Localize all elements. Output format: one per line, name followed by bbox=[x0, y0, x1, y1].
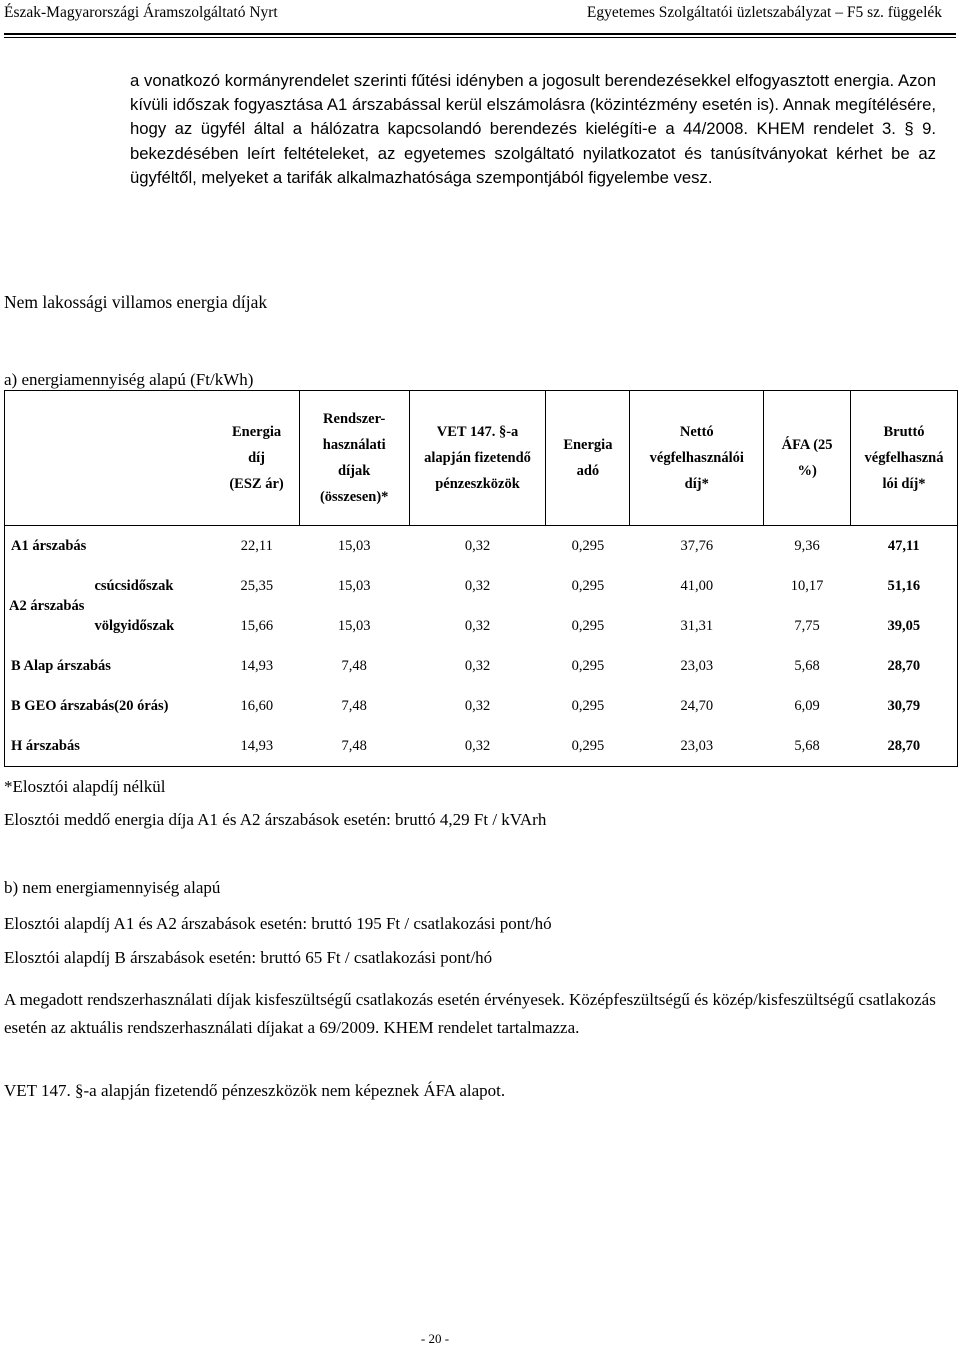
cell-gross-price: 47,11 bbox=[851, 526, 958, 567]
header-line: Bruttó bbox=[883, 424, 925, 440]
table-row-a1 bbox=[5, 526, 958, 567]
cell-vet-funds: 0,32 bbox=[464, 657, 491, 674]
header-line: Rendszer- bbox=[323, 411, 386, 427]
header-line: díj bbox=[248, 450, 265, 466]
cell-gross-price: 28,70 bbox=[851, 726, 958, 767]
cell-net-price: 24,70 bbox=[680, 697, 714, 714]
page-number: - 20 - bbox=[420, 1331, 450, 1346]
note-base-fee-b: Elosztói alapdíj B árszabások esetén: bruttó 65 Ft / csatlakozási pont/hó bbox=[4, 948, 493, 967]
table-row-a2-peak bbox=[5, 566, 958, 606]
table-header-row bbox=[5, 391, 958, 526]
intro-paragraph: a vonatkozó kormányrendelet szerinti fűtési idényben a jogosult berendezésekkel elfogyasztott energia. Azon kívüli időszak fogyasztása A1 árszabással kerül elszámolásra (közintézmény esetén is). Annak megítélésére, hogy az ügyfél által a hálózatra kapcsolandó berendezés kielégíti-e a 44/2008. KHEM rendelet 3. § 9. bekezdésében leírt feltételeket, az egyetemes szolgáltató nyilatkozatot és tanúsítványokat kérhet be az ügyféltől, melyeket a tarifák alkalmazhatósága szempontjából figyelembe vesz. bbox=[130, 71, 936, 187]
header-line: díjak bbox=[338, 463, 371, 479]
row-label: völgyidőszak bbox=[94, 617, 175, 634]
cell-vet-funds: 0,32 bbox=[464, 617, 491, 634]
header-document-title: Egyetemes Szolgáltatói üzletszabályzat – F5 sz. függelék bbox=[586, 4, 942, 21]
header-line: (ESZ ár) bbox=[229, 476, 284, 492]
cell-vat: 9,36 bbox=[794, 537, 820, 554]
header-line: adó bbox=[576, 463, 600, 479]
cell-energy-tax: 0,295 bbox=[571, 697, 605, 714]
cell-system-fee: 7,48 bbox=[299, 726, 409, 767]
col-header-energy-tax bbox=[546, 391, 630, 526]
note-vet: VET 147. §-a alapján fizetendő pénzeszközök nem képeznek ÁFA alapot. bbox=[4, 1081, 506, 1100]
table-row-b-alap bbox=[5, 646, 958, 686]
cell-energy-fee: 22,11 bbox=[240, 537, 273, 554]
header-line: (összesen)* bbox=[319, 489, 389, 505]
cell-system-fee: 15,03 bbox=[337, 617, 371, 634]
header-line: alapján fizetendő bbox=[424, 450, 531, 466]
header-line: %) bbox=[797, 463, 817, 479]
table-row-h bbox=[5, 726, 958, 767]
subsection-a-title: a) energiamennyiség alapú (Ft/kWh) bbox=[4, 370, 254, 389]
cell-net-price: 41,00 bbox=[680, 577, 714, 594]
row-label: A1 árszabás bbox=[5, 526, 215, 567]
note-asterisk: *Elosztói alapdíj nélkül bbox=[4, 777, 166, 796]
cell-vat: 10,17 bbox=[790, 577, 824, 594]
cell-vet-funds: 0,32 bbox=[464, 537, 491, 554]
cell-energy-fee: 16,60 bbox=[240, 697, 274, 714]
col-header-system-fee bbox=[299, 391, 409, 526]
section-title: Nem lakossági villamos energia díjak bbox=[4, 292, 268, 312]
row-label: B Alap árszabás bbox=[5, 646, 215, 686]
cell-vat: 7,75 bbox=[794, 617, 820, 634]
cell-system-fee: 15,03 bbox=[337, 537, 371, 554]
header-company: Észak-Magyarországi Áramszolgáltató Nyrt bbox=[4, 4, 278, 21]
row-group-label-a2 bbox=[5, 566, 89, 646]
table-row-a2-valley bbox=[5, 606, 958, 646]
cell-energy-fee: 14,93 bbox=[240, 657, 274, 674]
cell-vat: 6,09 bbox=[794, 697, 820, 714]
header-rule-thin bbox=[4, 37, 956, 38]
header-empty-cell bbox=[5, 391, 215, 526]
col-header-energy-fee bbox=[214, 391, 299, 526]
header-line: végfelhaszná bbox=[864, 450, 944, 466]
note-reactive-energy: Elosztói meddő energia díja A1 és A2 árszabások esetén: bruttó 4,29 Ft / kVArh bbox=[4, 810, 547, 829]
cell-net-price: 23,03 bbox=[630, 726, 764, 767]
table-row-b-geo bbox=[5, 686, 958, 726]
row-label: csúcsidőszak bbox=[94, 577, 174, 594]
tariff-table bbox=[4, 390, 958, 767]
header-line: Energia bbox=[231, 424, 282, 440]
cell-system-fee: 15,03 bbox=[337, 577, 371, 594]
col-header-vet-funds bbox=[409, 391, 546, 526]
subsection-b-title: b) nem energiamennyiség alapú bbox=[4, 878, 221, 897]
cell-net-price: 31,31 bbox=[680, 617, 714, 634]
col-header-vat bbox=[764, 391, 851, 526]
header-line: lói díj* bbox=[882, 476, 926, 492]
note-voltage-level: A megadott rendszerhasználati díjak kisfeszültségű csatlakozás esetén érvényesek. Középfeszültségű és közép/kisfeszültségű csatlakozás esetén az aktuális rendszerhasználati díjakat a 69/2009. KHEM rendelet tartalmazza. bbox=[4, 990, 936, 1037]
header-line: ÁFA (25 bbox=[781, 437, 833, 453]
cell-gross-price: 28,70 bbox=[851, 646, 958, 686]
header-rule bbox=[4, 33, 956, 35]
cell-vet-funds: 0,32 bbox=[464, 697, 491, 714]
cell-gross-price: 39,05 bbox=[851, 606, 958, 646]
cell-gross-price: 51,16 bbox=[851, 566, 958, 606]
row-label: H árszabás bbox=[5, 726, 215, 767]
cell-energy-tax: 0,295 bbox=[571, 617, 605, 634]
row-group-label-text: A2 árszabás bbox=[9, 598, 85, 614]
cell-gross-price: 30,79 bbox=[851, 686, 958, 726]
col-header-gross-price bbox=[851, 391, 958, 526]
header-line: Energia bbox=[563, 437, 613, 453]
header-line: használati bbox=[322, 437, 386, 453]
cell-vet-funds: 0,32 bbox=[409, 726, 546, 767]
cell-net-price: 23,03 bbox=[680, 657, 714, 674]
cell-energy-fee: 15,66 bbox=[240, 617, 274, 634]
header-line: pénzeszközök bbox=[435, 476, 520, 492]
cell-vat: 5,68 bbox=[794, 657, 820, 674]
cell-energy-fee: 14,93 bbox=[214, 726, 299, 767]
header-line: VET 147. §-a bbox=[436, 424, 519, 440]
col-header-net-price bbox=[630, 391, 764, 526]
cell-system-fee: 7,48 bbox=[341, 657, 367, 674]
cell-energy-fee: 25,35 bbox=[240, 577, 274, 594]
cell-vat: 5,68 bbox=[764, 726, 851, 767]
note-base-fee-a: Elosztói alapdíj A1 és A2 árszabások esetén: bruttó 195 Ft / csatlakozási pont/hó bbox=[4, 914, 552, 933]
cell-energy-tax: 0,295 bbox=[571, 577, 605, 594]
cell-system-fee: 7,48 bbox=[341, 697, 367, 714]
header-line: díj* bbox=[684, 476, 709, 492]
header-line: végfelhasználói bbox=[649, 450, 744, 466]
cell-energy-tax: 0,295 bbox=[571, 657, 605, 674]
row-label: B GEO árszabás(20 órás) bbox=[5, 686, 215, 726]
cell-net-price: 37,76 bbox=[680, 537, 714, 554]
cell-energy-tax: 0,295 bbox=[571, 537, 605, 554]
cell-energy-tax: 0,295 bbox=[546, 726, 630, 767]
header-line: Nettó bbox=[679, 424, 714, 440]
cell-vet-funds: 0,32 bbox=[464, 577, 491, 594]
